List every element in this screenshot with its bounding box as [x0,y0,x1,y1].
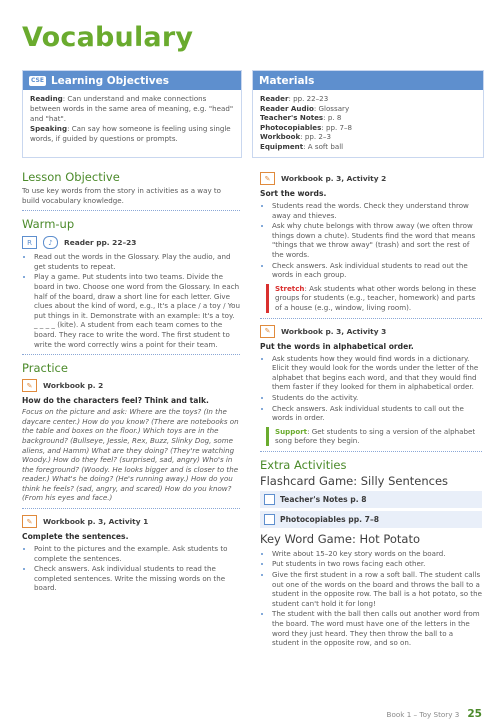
photocopy-icon [264,514,275,525]
practice-wb-row [22,379,240,392]
warmup-reader-row [22,236,240,249]
divider [260,318,482,319]
list-item: • The student with the ball then calls out another word from the board. The word must have one of the letters in the word they just heard. They then throw the ball to a student in the opposite row, and so on. [272,609,482,647]
list-item: • Ask why chute belongs with throw away (we often throw things down a chute). Students find the word that means "things that we throw away" (trash) and sort the rest of the words. [272,221,482,259]
materials-header [253,71,483,90]
divider [260,451,482,452]
right-column [260,170,482,649]
reading-label: Reading [30,94,63,103]
activity-title: How do the characters feel? Think and talk. [22,396,209,406]
list-item: • Write about 15–20 key story words on the board. [272,549,482,559]
learning-objectives-box [22,70,242,158]
practice-wb2-row [22,515,240,528]
materials-body [253,90,483,158]
materials-heading: Materials [259,74,315,87]
audio-icon: ♪ [43,236,58,249]
materials-label: Photocopiables [260,122,322,132]
extra-activities-heading: Extra Activities [260,457,347,472]
list-item: • Students read the words. Check they understand throw away and thieves. [272,201,482,220]
stretch-text: : Ask students what other words belong in these groups for students (e.g., teacher, homework) and parts of a house (e.g., window, living room). [275,283,477,312]
list-item: • Point to the pictures and the example. Ask students to complete the sentences. [34,544,240,563]
lesson-objective-text: To use key words from the story in activities as a way to build vocabulary knowledge. [22,186,222,205]
practice-text: Focus on the picture and ask: Where are the toys? (In the daycare center.) How do you know? (There are notebooks on the table and boxes on the floor.) Which toys are in the background? (Bullseye, Jessie, Rex, Buzz, Slinky Dog, some aliens, and Hamm) What are they doing? (They're watching Woody.) How do they feel? (surprised, sad, angry) Who's in the foreground? (Woody. He looks bigger and is closer to the reader.) What's he doing? (He's running away.) How do you think he feels? (sad, angry, and scared) How do you know? (From his eyes and face.) [22,407,239,503]
workbook-icon: ✎ [260,325,275,338]
learning-objectives-body [23,90,241,150]
support-text: : Get students to sing a version of the alphabet song before they begin. [275,426,476,446]
learning-objectives-heading: Learning Objectives [50,74,169,87]
materials-value: : pp. 22–23 [288,94,329,103]
activity-title: Complete the sentences. [22,532,129,542]
reading-text: : Can understand and make connections between words in the same area of meaning, e.g. "head" and "hat". [30,94,234,123]
divider [22,508,240,509]
stretch-callout [266,284,482,313]
list-item: • Check answers. Ask individual students to read the completed sentences. Write the missing words on the board. [34,564,240,593]
workbook-icon: ✎ [22,515,37,528]
practice-heading: Practice [22,361,68,376]
activity-title: Put the words in alphabetical order. [260,341,414,351]
materials-label: Reader Audio [260,103,314,113]
materials-row [260,132,476,142]
divider [22,354,240,355]
list-item: • Ask students how they would find words in a dictionary. Elicit they would look for the words under the letter of the alphabet that begins each word, and that they would find them faster if they looked for them in alphabetical order. [272,354,482,392]
practice-list [22,544,240,593]
list-item: • Put students in two rows facing each other. [272,559,482,569]
left-column [22,170,240,594]
workbook-label: Workbook p. 3, Activity 2 [281,174,387,183]
learning-objectives-header [23,71,241,90]
activity2-row [260,172,482,185]
materials-value: : A soft ball [303,141,344,151]
speaking-text: : Can say how someone is feeling using single words, if guided by questions or prompts. [30,124,231,143]
materials-box [252,70,484,158]
materials-value: : Glossary [313,103,350,113]
materials-label: Teacher's Notes [260,113,324,123]
photocopiables-label: Photocopiables pp. 7–8 [280,514,380,524]
materials-value: : pp. 2–3 [300,132,331,142]
notes-icon [264,494,275,505]
workbook-label: Workbook p. 3, Activity 1 [43,517,149,527]
support-label: Support [275,426,308,436]
support-callout [266,427,482,446]
cse-badge: CSE [31,76,44,84]
hot-potato-heading: Key Word Game: Hot Potato [260,531,420,546]
activity2-list [260,201,482,280]
flashcard-game-heading: Flashcard Game: Silly Sentences [260,473,449,488]
photocopiables-tag [260,511,482,528]
list-item: • Students do the activity. [272,393,482,403]
materials-row [260,123,476,133]
materials-value: : pp. 7–8 [321,122,353,132]
list-item: • Read out the words in the Glossary. Play the audio, and get students to repeat. [34,252,240,271]
teachers-notes-label: Teacher's Notes p. 8 [280,494,367,504]
materials-row [260,94,476,104]
warmup-heading: Warm-up [22,217,75,232]
teachers-notes-tag [260,491,482,508]
list-item: • Check answers. Ask individual students to read out the words in each group. [272,261,482,280]
hot-potato-list [260,549,482,648]
materials-row [260,104,476,114]
reader-label: Reader pp. 22–23 [64,238,137,248]
page-title: Vocabulary [22,22,194,53]
materials-label: Workbook [260,132,301,142]
workbook-label: Workbook p. 3, Activity 3 [281,326,387,336]
activity-title: Sort the words. [260,189,327,198]
stretch-label: Stretch [275,283,305,293]
lesson-objective-heading: Lesson Objective [22,170,120,184]
materials-row [260,142,476,152]
page-number: 25 [467,708,482,720]
activity3-row [260,325,482,338]
workbook-icon: ✎ [22,379,37,392]
list-item: • Check answers. Ask individual students to call out the words in order. [272,404,482,423]
materials-value: : p. 8 [323,113,342,123]
footer [387,708,482,720]
warmup-list [22,252,240,349]
workbook-icon: ✎ [260,172,275,185]
divider [22,210,240,211]
materials-label: Reader [260,94,289,103]
list-item: • Give the first student in a row a soft ball. The student calls out one of the words on the board and throws the ball to a student in the opposite row. The ball is a hot potato, so the student can't hold it for long! [272,570,482,608]
workbook-label: Workbook p. 2 [43,381,104,391]
list-item: • Play a game. Put students into two teams. Divide the board in two. Choose one word from the Glossary. In each half of the board, draw a short line for each letter. Give clues about the kind of word, e.g., It's a place / a toy / You put things in it. Demonstrate with an example: It's a toy. _ _ _ _ (kite). A student from each team comes to the board. They race to write the word. The first student to write the word correctly wins a point for their team. [34,272,240,349]
book-icon: R [22,236,37,249]
speaking-label: Speaking [30,124,68,133]
materials-label: Equipment [260,141,304,151]
activity3-list [260,354,482,423]
materials-row [260,113,476,123]
footer-reference: Book 1 – Toy Story 3 [386,709,460,719]
